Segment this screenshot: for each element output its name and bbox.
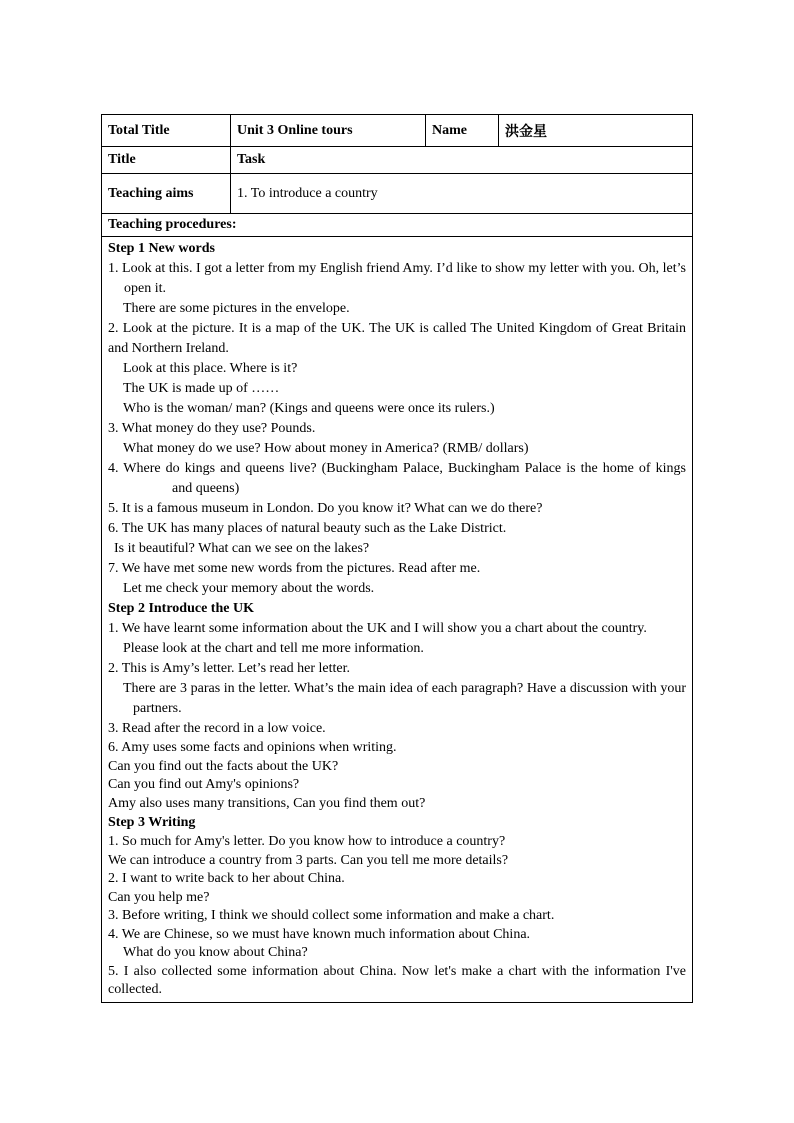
step-2-heading: Step 2 Introduce the UK — [108, 601, 254, 616]
step-1-line: 6. The UK has many places of natural beauty such as the Lake District. — [108, 521, 507, 536]
title-row — [102, 147, 692, 174]
step-3-line: What do you know about China? — [123, 945, 308, 960]
procedures-header-row — [102, 214, 692, 237]
step-1-line: 1. Look at this. I got a letter from my English friend Amy. I’d like to show my letter with you. Oh, let’s open it. — [108, 261, 686, 296]
title-value: Task — [230, 147, 692, 173]
step-3-line: 4. We are Chinese, so we must have known much information about China. — [108, 926, 531, 942]
total-title-label: Total Title — [108, 122, 170, 138]
title-label: Title — [108, 152, 136, 167]
step-3-line: 5. I also collected some information about China. Now let's make a chart with the information I've collected. — [108, 963, 686, 997]
total-title-value: Unit 3 Online tours — [230, 115, 425, 146]
step-2-line: 3. Read after the record in a low voice. — [108, 721, 326, 736]
step-2-line: 2. This is Amy’s letter. Let’s read her letter. — [108, 661, 350, 676]
total-title-row — [102, 115, 692, 147]
step-3-line: Can you help me? — [108, 889, 210, 905]
step-1-line: 3. What money do they use? Pounds. — [108, 421, 316, 436]
step-2-line: 1. We have learnt some information about the UK and I will show you a chart about the country. — [108, 621, 647, 636]
step-1-line: 5. It is a famous museum in London. Do you know it? What can we do there? — [108, 501, 543, 516]
step-3-heading: Step 3 Writing — [108, 815, 196, 830]
lesson-plan-table — [101, 114, 693, 1003]
step-2-line: Can you find out the facts about the UK? — [108, 758, 339, 774]
name-value: 洪金星 — [498, 115, 692, 146]
step-2-line: Amy also uses many transitions, Can you find them out? — [108, 795, 426, 811]
procedures-label: Teaching procedures: — [108, 217, 237, 232]
step-1-line: There are some pictures in the envelope. — [123, 301, 350, 316]
step-1-line: Is it beautiful? What can we see on the lakes? — [114, 541, 370, 556]
step-2-line: 6. Amy uses some facts and opinions when writing. — [108, 740, 397, 755]
teaching-aims-value: 1. To introduce a country — [230, 174, 692, 213]
procedures-body — [102, 237, 692, 1002]
step-1-line: Who is the woman/ man? (Kings and queens were once its rulers.) — [123, 401, 495, 416]
step-3-line: 1. So much for Amy's letter. Do you know how to introduce a country? — [108, 834, 506, 849]
step-1-line: Let me check your memory about the words. — [123, 581, 375, 596]
step-1-line: Look at this place. Where is it? — [123, 361, 298, 376]
step-1-line: 7. We have met some new words from the pictures. Read after me. — [108, 561, 481, 576]
step-1-heading: Step 1 New words — [108, 241, 215, 256]
step-1-line: What money do we use? How about money in America? (RMB/ dollars) — [123, 441, 529, 456]
teaching-aims-row — [102, 174, 692, 214]
step-3-line: 3. Before writing, I think we should collect some information and make a chart. — [108, 908, 555, 923]
step-3-line: We can introduce a country from 3 parts. Can you tell me more details? — [108, 852, 509, 868]
step-2-line: There are 3 paras in the letter. What’s the main idea of each paragraph? Have a discussion with your partners. — [123, 681, 686, 716]
teaching-aims-label: Teaching aims — [108, 185, 194, 201]
step-3-line: 2. I want to write back to her about China. — [108, 871, 345, 886]
name-label: Name — [425, 115, 498, 146]
step-1-line: 4. Where do kings and queens live? (Buckingham Palace, Buckingham Palace is the home of kings and queens) — [108, 461, 686, 496]
step-1-line: 2. Look at the picture. It is a map of the UK. The UK is called The United Kingdom of Great Britain and Northern Ireland. — [108, 321, 686, 356]
step-1-line: The UK is made up of …… — [123, 381, 280, 396]
step-2-line: Can you find out Amy's opinions? — [108, 777, 300, 792]
step-2-line: Please look at the chart and tell me more information. — [123, 641, 424, 656]
